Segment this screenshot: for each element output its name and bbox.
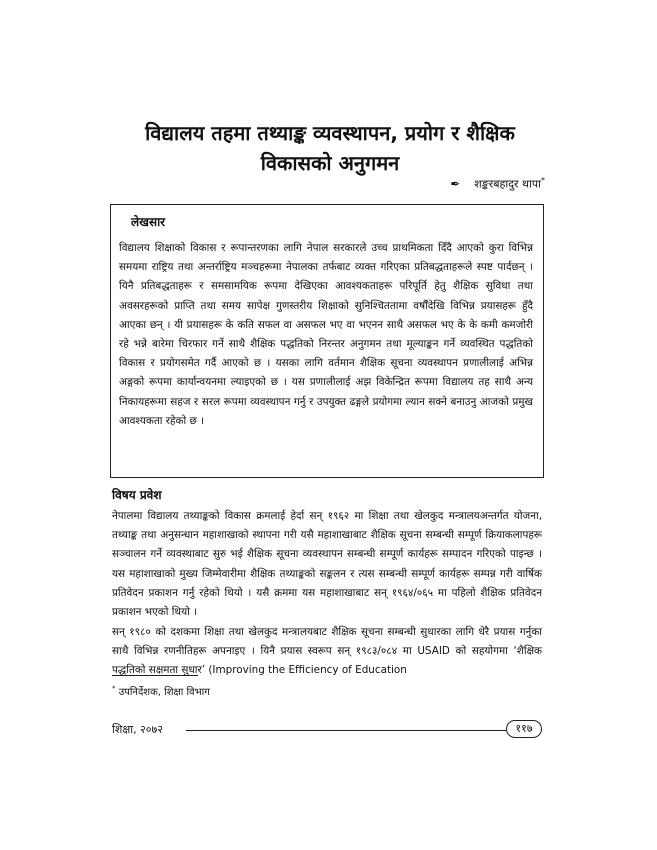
author-byline — [450, 176, 545, 192]
footnote-mark: * — [112, 684, 116, 693]
page-number: ११७ — [506, 720, 542, 738]
abstract-text: विद्यालय शिक्षाको विकास र रूपान्तरणका लागि नेपाल सरकारले उच्च प्राथमिकता दिँदै आएको कुरा विभिन्न समयमा राष्ट्रिय तथा अन्तर्राष्ट्रिय मञ्चहरूमा नेपालका तर्फबाट व्यक्त गरिएका प्रतिबद्धताहरूले स्पष्ट पार्दछन् । यिनै प्रतिबद्धताहरू र समसामयिक रूपमा देखिएका आवश्यकताहरू परिपूर्ति हेतु शैक्षिक सुविधा तथा अवसरहरूको प्राप्ति तथा समय सापेक्ष गुणस्तरीय शिक्षाको सुनिश्चिततामा वर्षौंदेखि विभिन्न प्रयासहरू हुँदै आएका छन् । यी प्रयासहरू के कति सफल वा असफल भए वा भएनन साथै असफल भए के के कमी कमजोरी रहे भन्ने बारेमा चिरफार गर्ने साथै शैक्षिक पद्धतिको निरन्तर अनुगमन तथा मूल्याङ्कन गर्ने व्यवस्थित पद्धतिको विकास र प्रयोगसमेत गर्दै आएको छ । यसका लागि वर्तमान शैक्षिक सूचना व्यवस्थापन प्रणालीलाई अभिन्न अङ्गको रूपमा कार्यान्वयनमा ल्याइएको छ । यस प्रणालीलाई अझ विकेन्द्रित रूपमा विद्यालय तह साथै अन्य निकायहरूमा सहज र सरल रूपमा व्यवस्थापन गर्नु र उपयुक्त ढङ्गले प्रयोगमा ल्यान सक्ने बनाउनु आजको प्रमुख आवश्यकता रहेको छ । — [119, 242, 533, 427]
author-name: शङ्करबहादुर थापा* — [474, 176, 545, 191]
abstract-box — [110, 204, 544, 478]
title-line-2: विकासको अनुगमन — [260, 151, 400, 175]
pen-nib-icon: ✒ — [450, 176, 461, 191]
section-heading-introduction: विषय प्रवेश — [112, 488, 162, 502]
footnote-text: उपनिर्देशक, शिक्षा विभाग — [118, 687, 210, 698]
footer-divider — [186, 730, 506, 731]
body-paragraph-1: नेपालमा विद्यालय तथ्याङ्कको विकास क्रमलाई हेर्दा सन् १९६२ मा शिक्षा तथा खेलकुद मन्त्रालयअन्तर्गत योजना, तथ्याङ्क तथा अनुसन्धान महाशाखाको स्थापना गरी यसै महाशाखाबाट शैक्षिक सूचना सम्बन्धी सम्पूर्ण क्रियाकलापहरू सञ्चालन गर्ने व्यवस्थाबाट सुरु भई शैक्षिक सूचना व्यवस्थापन सम्बन्धी सम्पूर्ण कार्यहरू सम्पादन गरिएको पाइन्छ । यस महाशाखाको मुख्य जिम्मेवारीमा शैक्षिक तथ्याङ्कको सङ्कलन र त्यस सम्बन्धी सम्पूर्ण कार्यहरू सम्पन्न गरी वार्षिक प्रतिवेदन प्रकाशन गर्नु रहेको थियो । यसै क्रममा यस महाशाखाबाट सन् १९६४/०६५ मा पहिलो शैक्षिक प्रतिवेदन प्रकाशन भएको थियो । — [112, 510, 542, 619]
footnote — [112, 684, 210, 698]
author-footnote-mark: * — [541, 176, 545, 185]
abstract-heading: लेखसार — [131, 215, 166, 229]
title-line-1: विद्यालय तहमा तथ्याङ्क व्यवस्थापन, प्रयोग र शैक्षिक — [145, 121, 515, 145]
footer-journal-name: शिक्षा, २०७२ — [112, 723, 163, 736]
footnote-divider — [112, 675, 198, 676]
article-title — [60, 118, 600, 178]
body-paragraph-2: सन् १९८० को दशकमा शिक्षा तथा खेलकुद मन्त्रालयबाट शैक्षिक सूचना सम्बन्धी सुधारका लागि धेरै प्रयास गर्नुका साथै विभिन्न रणनीतिहरू अपनाइए । यिनै प्रयास स्वरूप सन् १९८३/०८४ मा USAID को सहयोगमा ‘शैक्षिक पद्धतिको सक्षमता सुधार’ (Improving the Efficiency of Education — [112, 626, 542, 677]
